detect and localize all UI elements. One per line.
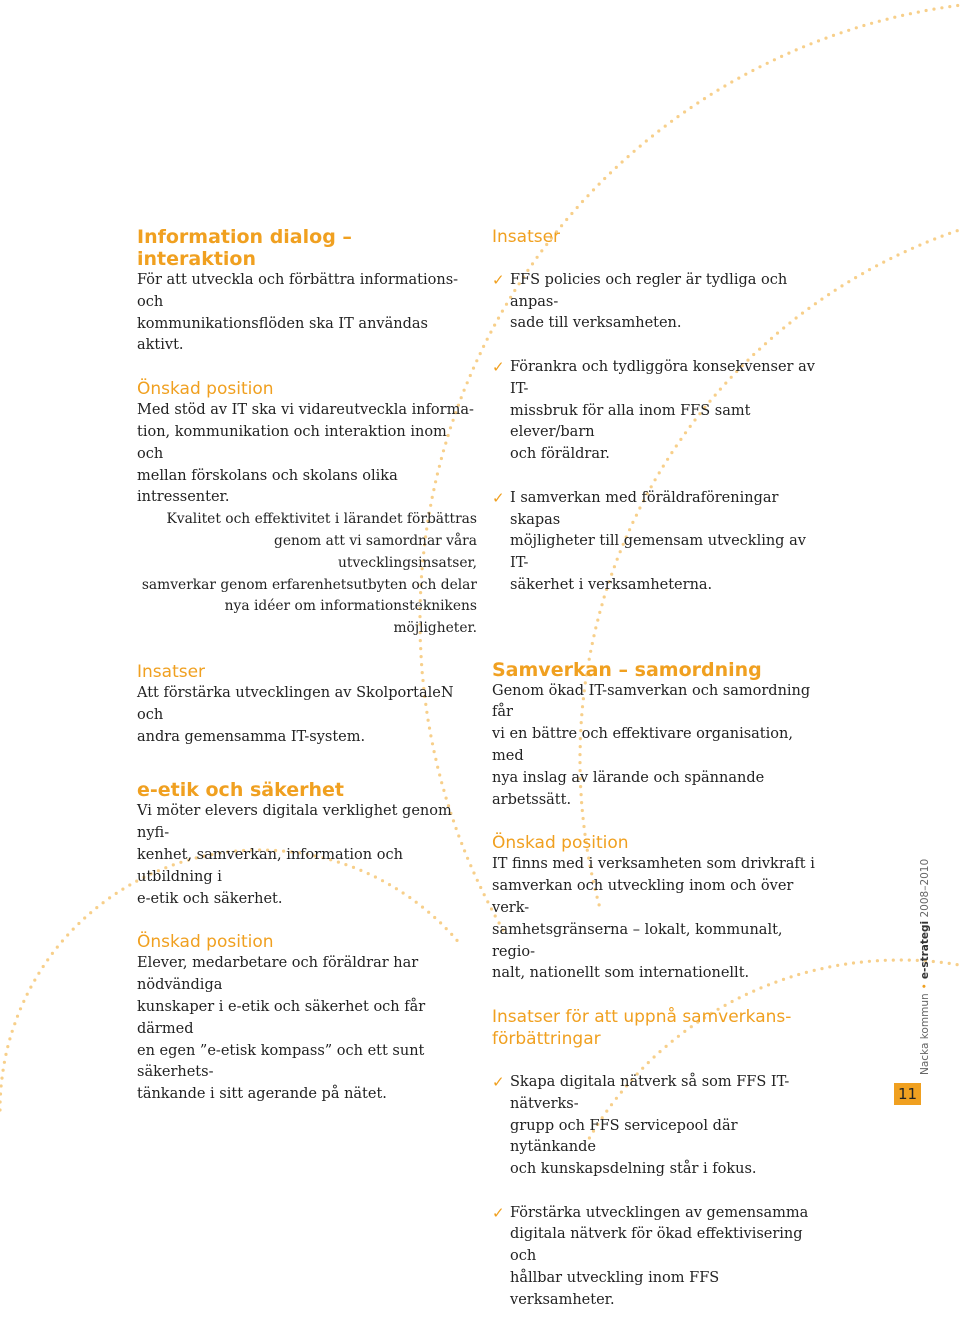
decorative-dot <box>570 212 573 215</box>
decorative-dot <box>956 4 959 7</box>
decorative-dot <box>603 177 606 180</box>
decorative-dot <box>802 45 805 48</box>
decorative-dot <box>889 257 892 260</box>
decorative-dot <box>29 986 32 989</box>
decorative-dot <box>586 194 589 197</box>
info-dialog-heading: Information dialog – interaktion <box>137 226 352 270</box>
decorative-dot <box>716 89 719 92</box>
decorative-dot <box>751 69 754 72</box>
checklist-item: ✓ I samverkan med föräldraföreningar skapas möjligheter till gemensam utveckling av IT- säkerhet i verksamheterna. <box>492 488 806 593</box>
decorative-dot <box>926 240 929 243</box>
decorative-dot <box>4 1053 7 1056</box>
decorative-dot <box>836 964 839 967</box>
decorative-dot <box>8 1037 11 1040</box>
onskad-position-text-2: Elever, medarbetare och föräldrar har nödvändiga kunskaper i e-etik och säkerhet och får därmed en egen ”e-etisk kompass” och ett sunt säkerhets- tänkande i sitt agerande på nätet. <box>137 955 426 1103</box>
decorative-dot <box>95 906 98 909</box>
decorative-dot <box>37 972 40 975</box>
decorative-dot <box>66 933 69 936</box>
check-icon: ✓ <box>492 1072 505 1091</box>
footer-doc-title: e-strategi <box>919 920 931 980</box>
decorative-dot <box>102 901 105 904</box>
decorative-dot <box>0 1077 3 1080</box>
decorative-dot <box>128 883 131 886</box>
decorative-dot <box>0 1108 2 1111</box>
decorative-dot <box>621 160 624 163</box>
decorative-dot <box>710 93 713 96</box>
decorative-dot <box>878 20 881 23</box>
decorative-dot <box>696 101 699 104</box>
decorative-dot <box>780 55 783 58</box>
decorative-dot <box>904 250 907 253</box>
page-number: 11 <box>894 1083 921 1105</box>
onskad-position-text-1: Med stöd av IT ska vi vidareutveckla informa- tion, kommunikation och interaktion inom och mellan förskolans och skolans olika intressenter. <box>137 402 474 506</box>
decorative-dot <box>862 24 865 27</box>
decorative-dot <box>730 80 733 83</box>
decorative-dot <box>121 888 124 891</box>
decorative-dot <box>901 14 904 17</box>
checklist-item: ✓ Förstärka utvecklingen av gemensamma digitala nätverk för ökad effektivisering och hållbar utveckling inom FFS verksamheter. <box>492 1203 809 1308</box>
e-etik-text: Vi möter elevers digitala verklighet genom nyfi- kenhet, samverkan, information och utbildning i e-etik och säkerhet. <box>137 803 452 907</box>
decorative-dot <box>893 16 896 19</box>
decorative-dot <box>956 229 959 232</box>
decorative-dot <box>651 134 654 137</box>
right-column <box>492 226 822 1333</box>
decorative-dot <box>482 345 485 348</box>
decorative-dot <box>868 268 871 271</box>
decorative-dot <box>22 1000 25 1003</box>
decorative-dot <box>884 959 887 962</box>
checklist-item: ✓ FFS policies och regler är tydliga och anpas- sade till verksamheten. <box>492 270 788 332</box>
decorative-dot <box>817 39 820 42</box>
decorative-dot <box>664 125 667 128</box>
decorative-dot <box>861 272 864 275</box>
decorative-dot <box>908 959 911 962</box>
decorative-dot <box>657 129 660 132</box>
decorative-dot <box>0 1092 2 1095</box>
decorative-dot <box>824 37 827 40</box>
checklist-item: ✓ Förankra och tydliggöra konsekvenser av IT- missbruk för alla inom FFS samt elever/barn och föräldrar. <box>492 357 815 463</box>
e-etik-heading: e-etik och säkerhet <box>137 779 344 802</box>
decorative-dot <box>61 939 64 942</box>
footer-running-title <box>919 859 931 1075</box>
decorative-dot <box>609 171 612 174</box>
insatser-heading-left: Insatser <box>137 661 206 682</box>
decorative-dot <box>925 9 928 12</box>
decorative-dot <box>598 183 601 186</box>
decorative-dot <box>42 965 45 968</box>
samverkan-text: Genom ökad IT-samverkan och samordning får vi en bättre och effektivare organisation, med nya inslag av lärande och spännande arbetssätt. <box>492 682 811 808</box>
checklist-item: ✓ Skapa digitala nätverk så som FFS IT-nätverks- grupp och FFS servicepool där nytänkande och kunskapsdelning står i fokus. <box>492 1072 790 1178</box>
decorative-dot <box>948 5 951 8</box>
decorative-dot <box>932 8 935 11</box>
decorative-dot <box>840 31 843 34</box>
samverkan-heading: Samverkan – samordning <box>492 658 762 681</box>
decorative-dot <box>486 900 489 903</box>
decorative-dot <box>3 1061 6 1064</box>
decorative-dot <box>72 928 75 931</box>
check-icon: ✓ <box>492 1203 505 1222</box>
decorative-dot <box>33 979 36 982</box>
decorative-dot <box>565 218 568 221</box>
footer-years: 2008–2010 <box>919 858 931 918</box>
decorative-dot <box>6 1045 9 1048</box>
decorative-dot <box>670 120 673 123</box>
decorative-dot <box>1 1069 4 1072</box>
decorative-dot <box>77 922 80 925</box>
check-icon: ✓ <box>492 488 505 507</box>
decorative-dot <box>948 962 951 965</box>
decorative-dot <box>766 62 769 65</box>
insatser-checklist <box>492 248 822 619</box>
decorative-dot <box>918 244 921 247</box>
onskad-position-text-3: IT finns med i verksamheten som drivkraft i samverkan och utveckling inom och över verk- samhetsgränserna – lokalt, kommunalt, regio- nalt, nationellt som internationellt. <box>492 856 815 982</box>
decorative-dot <box>854 276 857 279</box>
samverkan-checklist <box>492 1050 822 1333</box>
decorative-dot <box>737 77 740 80</box>
onskad-position-heading-3: Önskad position <box>492 833 629 854</box>
decorative-dot <box>108 896 111 899</box>
decorative-dot <box>11 1030 14 1033</box>
decorative-dot <box>844 963 847 966</box>
decorative-dot <box>51 952 54 955</box>
decorative-dot <box>615 166 618 169</box>
decorative-dot <box>639 145 642 148</box>
insatser-samverkan-heading: Insatser för att uppnå samverkans- förbättringar <box>492 1007 792 1050</box>
decorative-dot <box>16 1015 19 1018</box>
decorative-dot <box>886 18 889 21</box>
decorative-dot <box>19 1007 22 1010</box>
decorative-dot <box>0 1084 3 1087</box>
decorative-dot <box>787 52 790 55</box>
decorative-dot <box>486 338 489 341</box>
decorative-dot <box>847 280 850 283</box>
decorative-dot <box>479 886 482 889</box>
decorative-dot <box>917 11 920 14</box>
onskad-position-heading-1: Önskad position <box>137 379 274 400</box>
decorative-dot <box>900 958 903 961</box>
left-column <box>137 226 477 1106</box>
decorative-dot <box>795 48 798 51</box>
decorative-dot <box>860 961 863 964</box>
decorative-dot <box>690 106 693 109</box>
decorative-dot <box>941 235 944 238</box>
check-icon: ✓ <box>492 357 505 376</box>
decorative-dot <box>89 911 92 914</box>
decorative-dot <box>840 284 843 287</box>
decorative-dot <box>834 289 837 292</box>
decorative-dot <box>676 115 679 118</box>
decorative-dot <box>46 958 49 961</box>
decorative-dot <box>581 200 584 203</box>
decorative-dot <box>13 1022 16 1025</box>
decorative-dot <box>896 253 899 256</box>
decorative-dot <box>855 26 858 29</box>
decorative-dot <box>892 959 895 962</box>
decorative-dot <box>83 916 86 919</box>
info-dialog-text: För att utveckla och förbättra informations- och kommunikationsflöden ska IT användas aktivt. <box>137 272 459 354</box>
footer-org: Nacka kommun <box>919 993 931 1075</box>
insatser-text-left: Att förstärka utvecklingen av SkolportaleN och andra gemensamma IT-system. <box>137 684 454 745</box>
decorative-dot <box>956 963 959 966</box>
decorative-dot <box>683 110 686 113</box>
footer-separator: • <box>919 983 931 990</box>
decorative-dot <box>932 960 935 963</box>
decorative-dot <box>744 73 747 76</box>
decorative-dot <box>940 961 943 964</box>
decorative-dot <box>0 1100 2 1103</box>
decorative-dot <box>773 58 776 61</box>
decorative-dot <box>875 264 878 267</box>
decorative-dot <box>832 34 835 37</box>
decorative-dot <box>868 960 871 963</box>
decorative-dot <box>26 993 29 996</box>
decorative-dot <box>56 946 59 949</box>
decorative-dot <box>645 139 648 142</box>
decorative-dot <box>633 150 636 153</box>
decorative-dot <box>909 12 912 15</box>
decorative-dot <box>911 247 914 250</box>
decorative-dot <box>115 892 118 895</box>
decorative-dot <box>847 29 850 32</box>
decorative-dot <box>592 188 595 191</box>
check-icon: ✓ <box>492 270 505 289</box>
decorative-dot <box>948 232 951 235</box>
decorative-dot <box>876 959 879 962</box>
insatser-heading-right: Insatser <box>492 227 561 247</box>
onskad-position-text-1b: Kvalitet och effektivitet i lärandet förbättras genom att vi samordnar våra utvecklingsinsatser, samverkar genom erfarenhetsutbyten och delar nya idéer om informationsteknikens möjligheter. <box>141 511 477 637</box>
decorative-dot <box>870 22 873 25</box>
decorative-dot <box>483 893 486 896</box>
decorative-dot <box>723 84 726 87</box>
decorative-dot <box>576 206 579 209</box>
decorative-dot <box>809 42 812 45</box>
decorative-dot <box>758 65 761 68</box>
decorative-dot <box>703 97 706 100</box>
decorative-dot <box>933 237 936 240</box>
decorative-dot <box>852 961 855 964</box>
decorative-dot <box>940 6 943 9</box>
decorative-dot <box>882 261 885 264</box>
onskad-position-heading-2: Önskad position <box>137 932 274 953</box>
decorative-dot <box>627 155 630 158</box>
decorative-dot <box>479 352 482 355</box>
decorative-dot <box>827 293 830 296</box>
decorative-dot <box>828 965 831 968</box>
